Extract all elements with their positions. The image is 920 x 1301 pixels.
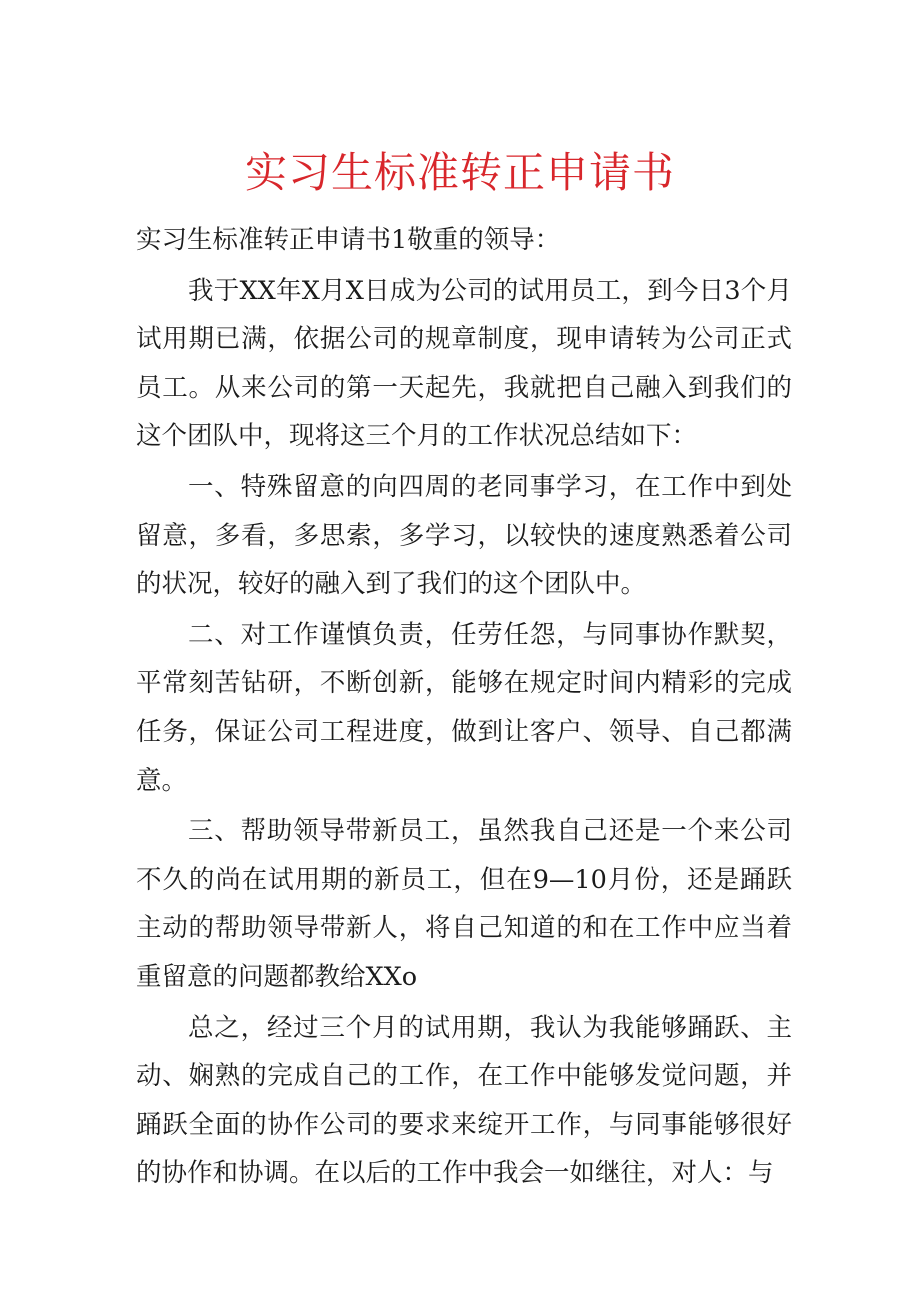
paragraph-summary: 总之，经过三个月的试用期，我认为我能够踊跃、主动、娴熟的完成自己的工作，在工作中能够发觉问题，并踊跃全面的协作公司的要求来绽开工作，与同事能够很好的协作和协调。在以后的工作中我会一如继往，对人：与 (136, 1012, 792, 1189)
paragraph-intro: 我于XX年X月X日成为公司的试用员工，到今日3个月试用期已满，依据公司的规章制度，现申请转为公司正式员工。从来公司的第一天起先，我就把自己融入到我们的这个团队中，现将这三个月的工作状况总结如下： (136, 275, 792, 452)
paragraph-point-three: 三、帮助领导带新员工，虽然我自己还是一个来公司不久的尚在试用期的新员工，但在9—10月份，还是踊跃主动的帮助领导带新人，将自己知道的和在工作中应当着重留意的问题都教给XXo (136, 816, 792, 992)
document-title: 实习生标准转正申请书 (244, 148, 675, 197)
paragraph-point-one: 一、特殊留意的向四周的老同事学习，在工作中到处留意，多看，多思索，多学习，以较快的速度熟悉着公司的状况，较好的融入到了我们的这个团队中。 (136, 471, 792, 600)
paragraph-point-two: 二、对工作谨慎负责，任劳任怨，与同事协作默契，平常刻苦钻研，不断创新，能够在规定时间内精彩的完成任务，保证公司工程进度，做到让客户、领导、自己都满意。 (136, 619, 792, 796)
greeting-line: 实习生标准转正申请书1敬重的领导： (136, 225, 561, 255)
document-body (136, 216, 792, 1198)
